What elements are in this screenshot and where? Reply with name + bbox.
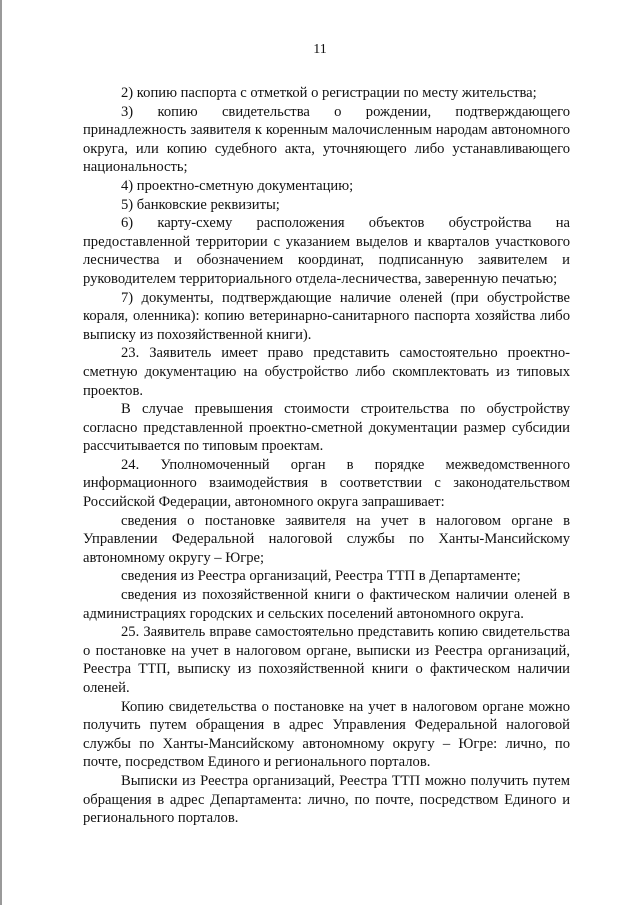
paragraph-item-4: 4) проектно-сметную документацию; [121, 177, 354, 194]
page-number: 11 [313, 42, 327, 57]
scan-edge-line [0, 0, 2, 905]
paragraph-clause-25: 25. Заявитель вправе самостоятельно представить копию свидетельства о постановке на учет в налоговом органе, выписки из Реестра организаций, Реестра ТТП, выписку из похозяйственной книги о фактическом наличии оленей. [83, 624, 570, 696]
paragraph-household-book: сведения из похозяйственной книги о фактическом наличии оленей в администрациях городских и сельских поселений автономного округа. [83, 587, 570, 622]
paragraph-clause-23: 23. Заявитель имеет право представить самостоятельно проектно-сметную документацию на обустройство либо скомплектовать из типовых проектов. [83, 345, 570, 399]
document-body [83, 84, 570, 828]
paragraph-cost-excess: В случае превышения стоимости строительства по обустройству согласно представленной проектно-сметной документации размер субсидии рассчитывается по типовым проектам. [83, 401, 570, 455]
paragraph-item-3: 3) копию свидетельства о рождении, подтверждающего принадлежность заявителя к коренным малочисленным народам автономного округа, или копию судебного акта, уточняющего либо устанавливающего национальность; [83, 103, 570, 176]
paragraph-registry-extracts: Выписки из Реестра организаций, Реестра ТТП можно получить путем обращения в адрес Департамента: лично, по почте, посредством Единого и регионального порталов. [83, 772, 570, 827]
paragraph-tax-info: сведения о постановке заявителя на учет в налоговом органе в Управлении Федеральной налоговой службы по Ханты-Мансийскому автономному округу – Югре; [83, 512, 570, 566]
paragraph-item-2: 2) копию паспорта с отметкой о регистрации по месту жительства; [121, 85, 537, 101]
paragraph-registry-info: сведения из Реестра организаций, Реестра ТТП в Департаменте; [121, 568, 521, 585]
paragraph-clause-24: 24. Уполномоченный орган в порядке межведомственного информационного взаимодействия в соответствии с законодательством Российской Федерации, автономного округа запрашивает: [83, 456, 570, 511]
paragraph-item-7: 7) документы, подтверждающие наличие оленей (при обустройстве кораля, оленника): копию ветеринарно-санитарного паспорта хозяйства либо выписку из похозяйственной книги). [83, 289, 570, 343]
paragraph-item-5: 5) банковские реквизиты; [121, 196, 280, 213]
paragraph-tax-certificate: Копию свидетельства о постановке на учет в налоговом органе можно получить путем обращения в адрес Управления Федеральной налоговой службы по Ханты-Мансийскому автономному округу – Югре: лично, по почте, посредством Единого и регионального порталов. [83, 698, 570, 771]
paragraph-item-6: 6) карту-схему расположения объектов обустройства на предоставленной территории с указанием выделов и кварталов участкового лесничества и обозначением координат, подписанную заявителем и руководителем территориального отдела-лесничества, заверенную печатью; [83, 215, 570, 287]
